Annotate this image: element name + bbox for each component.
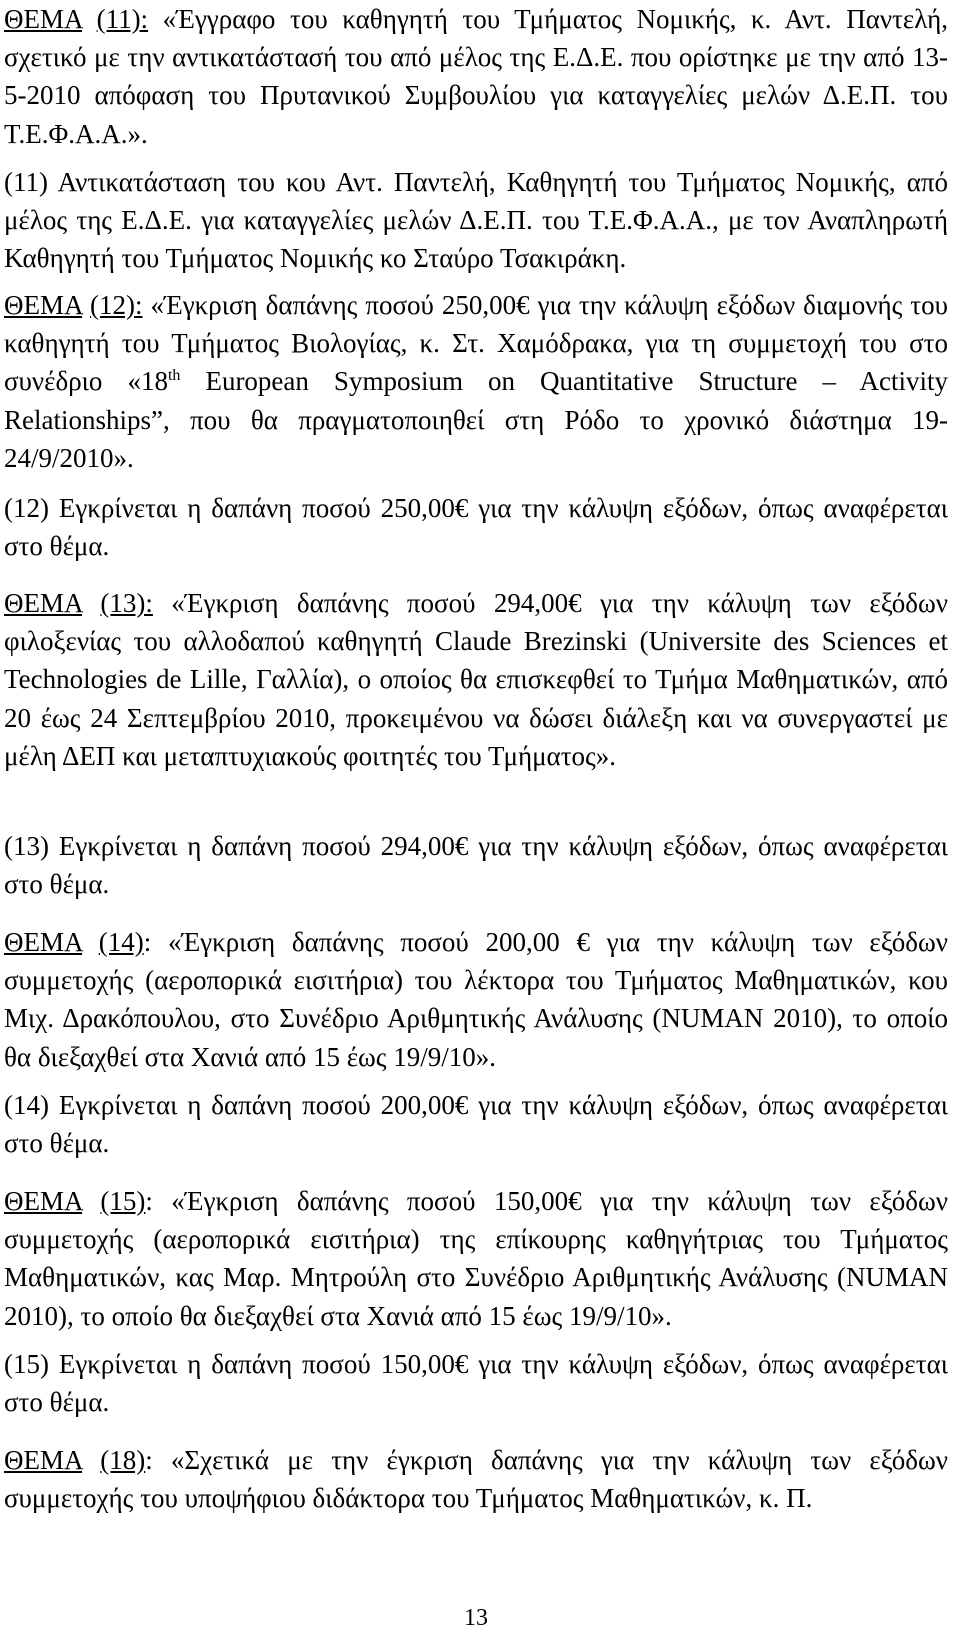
- topic-14-number: (14): [98, 927, 144, 957]
- decision-14-paragraph: [4, 1086, 948, 1162]
- decision-13-paragraph: [4, 827, 948, 903]
- decision-13-number: (13): [4, 831, 49, 861]
- decision-11-paragraph: [4, 163, 948, 278]
- topic-11-number: (11):: [96, 4, 149, 34]
- decision-12-text: Εγκρίνεται η δαπάνη ποσού 250,00€ για την κάλυψη εξόδων, όπως αναφέρεται στο θέμα.: [4, 493, 948, 562]
- topic-18-label: ΘΕΜΑ: [4, 1445, 83, 1475]
- document-page: [4, 0, 948, 1647]
- decision-14-text: Εγκρίνεται η δαπάνη ποσού 200,00€ για την κάλυψη εξόδων, όπως αναφέρεται στο θέμα.: [4, 1090, 948, 1159]
- topic-12-superscript: th: [167, 367, 181, 385]
- decision-15-number: (15): [4, 1349, 49, 1379]
- topic-14-text: : «Έγκριση δαπάνης ποσού 200,00 € για την κάλυψη των εξόδων συμμετοχής (αεροπορικά εισιτήρια) του λέκτορα του Τμήματος Μαθηματικών, κου Μιχ. Δρακόπουλου, στο Συνέδριο Αριθμητικής Ανάλυσης (NUMAN 2010), το οποίο θα διεξαχθεί στα Χανιά από 15 έως 19/9/10».: [4, 927, 948, 1072]
- topic-11-label: ΘΕΜΑ: [4, 4, 83, 34]
- decision-15-text: Εγκρίνεται η δαπάνη ποσού 150,00€ για την κάλυψη εξόδων, όπως αναφέρεται στο θέμα.: [4, 1349, 948, 1418]
- decision-12-paragraph: [4, 489, 948, 565]
- topic-14-label: ΘΕΜΑ: [4, 927, 83, 957]
- decision-14-number: (14): [4, 1090, 49, 1120]
- topic-12-text-b: European Symposium on Quantitative Structure – Activity Relationships”, που θα πραγματοποιηθεί στη Ρόδο το χρονικό διάστημα 19-24/9/2010».: [4, 366, 949, 473]
- topic-15-label: ΘΕΜΑ: [4, 1186, 83, 1216]
- page-number: 13: [464, 1605, 488, 1631]
- topic-11-text: «Έγγραφο του καθηγητή του Τμήματος Νομικής, κ. Αντ. Παντελή, σχετικό με την αντικατάστασή του από μέλος της Ε.Δ.Ε. που ορίστηκε με την από 13-5-2010 απόφαση του Πρυτανικού Συμβουλίου για καταγγελίες μελών Δ.Ε.Π. του Τ.Ε.Φ.Α.Α.».: [4, 4, 948, 149]
- topic-13-number: (13):: [100, 588, 153, 618]
- topic-12-number: (12):: [90, 290, 143, 320]
- topic-13-label: ΘΕΜΑ: [4, 588, 83, 618]
- topic-13-paragraph: [4, 584, 948, 775]
- topic-15-paragraph: [4, 1182, 948, 1335]
- decision-11-text: Αντικατάσταση του κου Αντ. Παντελή, Καθηγητή του Τμήματος Νομικής, από μέλος της Ε.Δ.Ε. για καταγγελίες μελών Δ.Ε.Π. του Τ.Ε.Φ.Α.Α., με τον Αναπληρωτή Καθηγητή του Τμήματος Νομικής κο Σταύρο Τσακιράκη.: [4, 167, 948, 274]
- topic-15-number: (15): [100, 1186, 146, 1216]
- topic-14-paragraph: [4, 923, 948, 1076]
- topic-12-paragraph: [4, 286, 948, 477]
- decision-12-number: (12): [4, 493, 49, 523]
- topic-12-text-a: «Έγκριση δαπάνης ποσού 250,00€ για την κάλυψη εξόδων διαμονής του καθηγητή του Τμήματος Βιολογίας, κ. Στ. Χαμόδρακα, για τη συμμετοχή του στο συνέδριο «18: [4, 290, 948, 397]
- topic-13-text: «Έγκριση δαπάνης ποσού 294,00€ για την κάλυψη των εξόδων φιλοξενίας του αλλοδαπού καθηγητή Claude Brezinski (Universite des Sciences et Technologies de Lille, Γαλλία), ο οποίος θα επισκεφθεί το Τμήμα Μαθηματικών, από 20 έως 24 Σεπτεμβρίου 2010, προκειμένου να δώσει διάλεξη και να συνεργαστεί με μέλη ΔΕΠ και μεταπτυχιακούς φοιτητές του Τμήματος».: [4, 588, 948, 771]
- decision-13-text: Εγκρίνεται η δαπάνη ποσού 294,00€ για την κάλυψη εξόδων, όπως αναφέρεται στο θέμα.: [4, 831, 948, 900]
- topic-15-text: : «Έγκριση δαπάνης ποσού 150,00€ για την κάλυψη των εξόδων συμμετοχής (αεροπορικά εισιτήρια) της επίκουρης καθηγήτριας του Τμήματος Μαθηματικών, κας Μαρ. Μητρούλη στο Συνέδριο Αριθμητικής Ανάλυσης (NUMAN 2010), το οποίο θα διεξαχθεί στα Χανιά από 15 έως 19/9/10».: [4, 1186, 948, 1331]
- topic-18-text: : «Σχετικά με την έγκριση δαπάνης για την κάλυψη των εξόδων συμμετοχής του υποψήφιου διδάκτορα του Τμήματος Μαθηματικών, κ. Π.: [4, 1445, 949, 1514]
- topic-12-label: ΘΕΜΑ: [4, 290, 83, 320]
- topic-18-paragraph: [4, 1441, 948, 1517]
- topic-18-number: (18): [100, 1445, 146, 1475]
- topic-11-paragraph: [4, 0, 948, 153]
- decision-11-number: (11): [4, 167, 48, 197]
- decision-15-paragraph: [4, 1345, 948, 1421]
